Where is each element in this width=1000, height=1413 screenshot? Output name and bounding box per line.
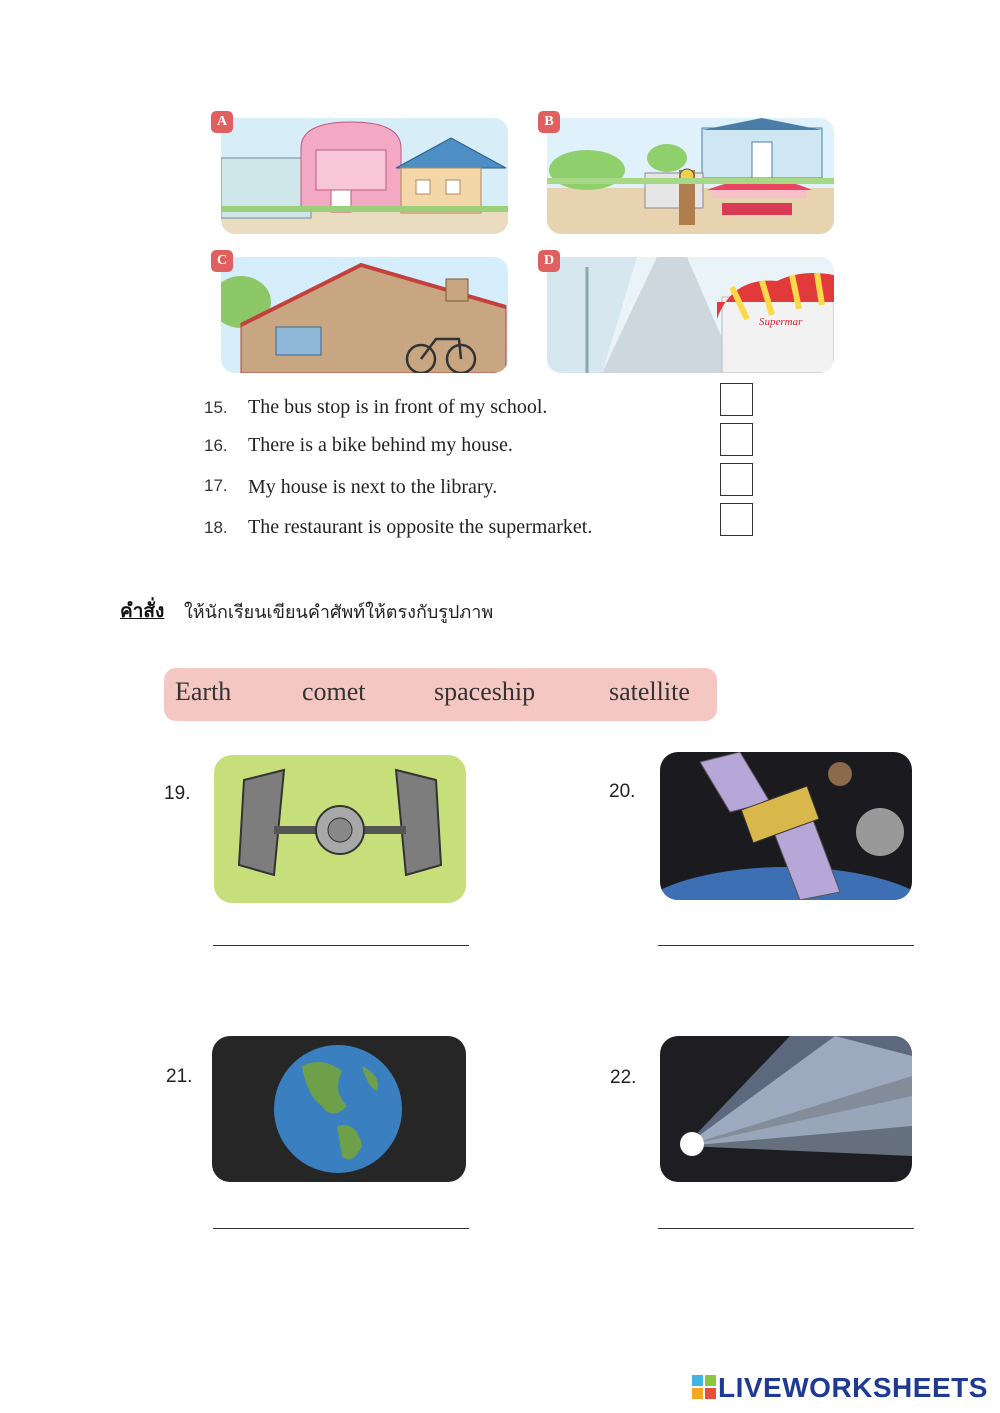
picture-number: 20. xyxy=(609,781,636,802)
scene-d-image xyxy=(547,257,834,373)
scene-c-image xyxy=(221,257,508,373)
question-number: 16. xyxy=(204,436,228,455)
supermarket-sign: Supermar xyxy=(759,316,803,328)
scene-b-image xyxy=(547,118,834,234)
satellite-icon xyxy=(660,752,912,900)
answer-box-18[interactable] xyxy=(720,503,753,536)
answer-box-15[interactable] xyxy=(720,383,753,416)
picture-number: 21. xyxy=(166,1066,193,1087)
question-number: 17. xyxy=(204,476,228,495)
instruction-label: คำสั่ง xyxy=(120,600,165,622)
question-number: 18. xyxy=(204,518,228,537)
scene-c-badge: C xyxy=(211,250,233,272)
question-number: 15. xyxy=(204,398,228,417)
answer-box-16[interactable] xyxy=(720,423,753,456)
earth-icon xyxy=(212,1036,466,1182)
scene-b-badge: B xyxy=(538,111,560,133)
comet-icon xyxy=(660,1036,912,1182)
picture-number: 22. xyxy=(610,1067,637,1088)
question-text: My house is next to the library. xyxy=(248,476,498,498)
scene-d-badge: D xyxy=(538,250,560,272)
answer-line-22[interactable] xyxy=(658,1228,914,1229)
answer-line-21[interactable] xyxy=(213,1228,469,1229)
spaceship-icon xyxy=(214,755,466,903)
word-bank xyxy=(164,668,717,721)
scene-a-image xyxy=(221,118,508,234)
picture-number: 19. xyxy=(164,783,191,804)
word-bank-item: spaceship xyxy=(434,677,536,706)
logo-mark-icon xyxy=(692,1375,718,1401)
logo-text: LIVEWORKSHEETS xyxy=(718,1372,988,1403)
word-bank-item: Earth xyxy=(175,677,232,706)
word-bank-item: satellite xyxy=(609,677,690,706)
scene-a-badge: A xyxy=(211,111,233,133)
answer-line-19[interactable] xyxy=(213,945,469,946)
word-bank-item: comet xyxy=(302,677,366,706)
question-text: The bus stop is in front of my school. xyxy=(248,396,548,418)
answer-box-17[interactable] xyxy=(720,463,753,496)
answer-line-20[interactable] xyxy=(658,945,914,946)
instruction-text: ให้นักเรียนเขียนคำศัพท์ให้ตรงกับรูปภาพ xyxy=(184,602,494,623)
question-text: The restaurant is opposite the supermarket. xyxy=(248,516,593,538)
question-text: There is a bike behind my house. xyxy=(248,434,513,456)
liveworksheets-logo[interactable] xyxy=(692,1373,988,1403)
